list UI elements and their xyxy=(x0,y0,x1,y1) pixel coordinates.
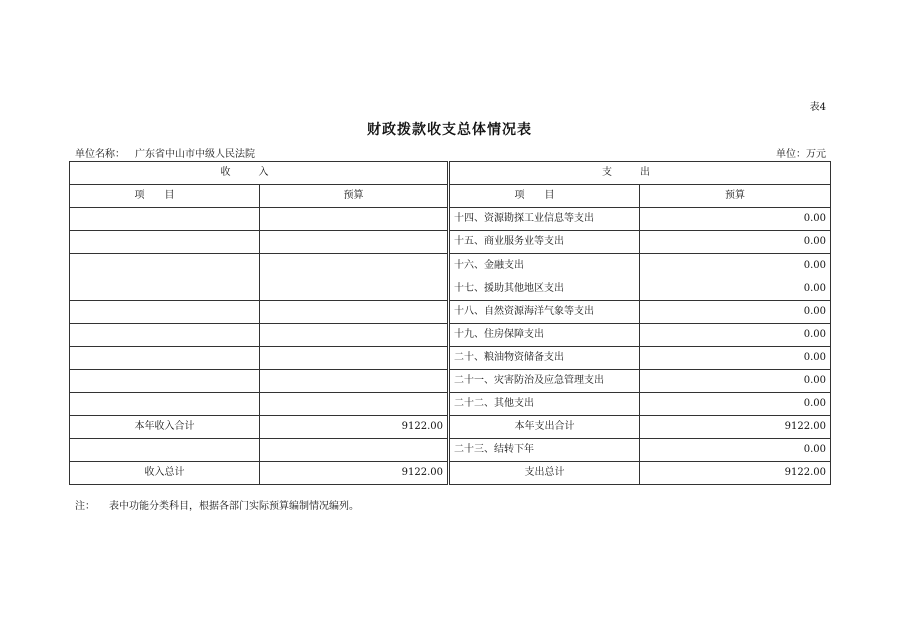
table-row xyxy=(70,347,831,370)
table-number: 表4 xyxy=(809,102,826,113)
unit-name-label: 单位名称： xyxy=(75,149,125,160)
year-income-value: 9122.00 xyxy=(260,416,448,439)
carry-forward-row xyxy=(70,439,831,462)
income-header: 收入 xyxy=(70,162,448,185)
expense-budget: 0.00 xyxy=(640,208,831,231)
unit-name-value: 广东省中山市中级人民法院 xyxy=(135,149,255,160)
expense-budget: 0.00 xyxy=(640,231,831,254)
income-item-header: 项目 xyxy=(70,185,260,208)
expense-budget: 0.00 xyxy=(640,393,831,416)
expense-budget: 0.00 xyxy=(640,301,831,324)
expense-total-label: 支出总计 xyxy=(450,462,640,485)
income-budget-header: 预算 xyxy=(260,185,448,208)
table-row xyxy=(70,208,831,231)
year-expense-value: 9122.00 xyxy=(640,416,831,439)
expense-header: 支出 xyxy=(450,162,831,185)
footnote-label: 注： xyxy=(75,501,95,512)
expense-item: 十四、资源勘探工业信息等支出 xyxy=(450,208,640,231)
section-header-row xyxy=(70,162,831,185)
expense-budget: 0.00 xyxy=(640,347,831,370)
page-title: 财政拨款收支总体情况表 xyxy=(367,122,532,138)
expense-item: 二十二、其他支出 xyxy=(450,393,640,416)
expense-item: 十九、住房保障支出 xyxy=(450,324,640,347)
table-row xyxy=(70,370,831,393)
expense-budget-header: 预算 xyxy=(640,185,831,208)
expense-item: 二十一、灾害防治及应急管理支出 xyxy=(450,370,640,393)
table-row xyxy=(70,393,831,416)
year-expense-label: 本年支出合计 xyxy=(450,416,640,439)
table-row xyxy=(70,254,831,301)
expense-budget: 0.00 xyxy=(803,283,826,294)
table-row xyxy=(70,301,831,324)
expense-item: 十五、商业服务业等支出 xyxy=(450,231,640,254)
budget-table xyxy=(69,161,831,485)
table-row xyxy=(70,231,831,254)
expense-item: 十六、金融支出 xyxy=(454,260,524,271)
carry-forward-value: 0.00 xyxy=(640,439,831,462)
expense-budget: 0.00 xyxy=(803,260,826,271)
expense-item: 十七、援助其他地区支出 xyxy=(454,283,564,294)
unit-name-line xyxy=(75,145,265,160)
expense-budget: 0.00 xyxy=(640,324,831,347)
footnote xyxy=(75,497,359,512)
year-income-label: 本年收入合计 xyxy=(70,416,260,439)
currency-unit: 单位：万元 xyxy=(776,149,826,160)
table-row xyxy=(70,324,831,347)
income-total-label: 收入总计 xyxy=(70,462,260,485)
year-total-row xyxy=(70,416,831,439)
expense-item-pair xyxy=(450,254,640,301)
expense-item: 二十、粮油物资储备支出 xyxy=(450,347,640,370)
footnote-text: 表中功能分类科目，根据各部门实际预算编制情况编列。 xyxy=(109,501,359,512)
expense-total-value: 9122.00 xyxy=(640,462,831,485)
expense-budget: 0.00 xyxy=(640,370,831,393)
expense-item: 十八、自然资源海洋气象等支出 xyxy=(450,301,640,324)
expense-budget-pair xyxy=(640,254,831,301)
carry-forward-label: 二十三、结转下年 xyxy=(450,439,640,462)
expense-item-header: 项目 xyxy=(450,185,640,208)
column-header-row xyxy=(70,185,831,208)
grand-total-row xyxy=(70,462,831,485)
income-total-value: 9122.00 xyxy=(260,462,448,485)
